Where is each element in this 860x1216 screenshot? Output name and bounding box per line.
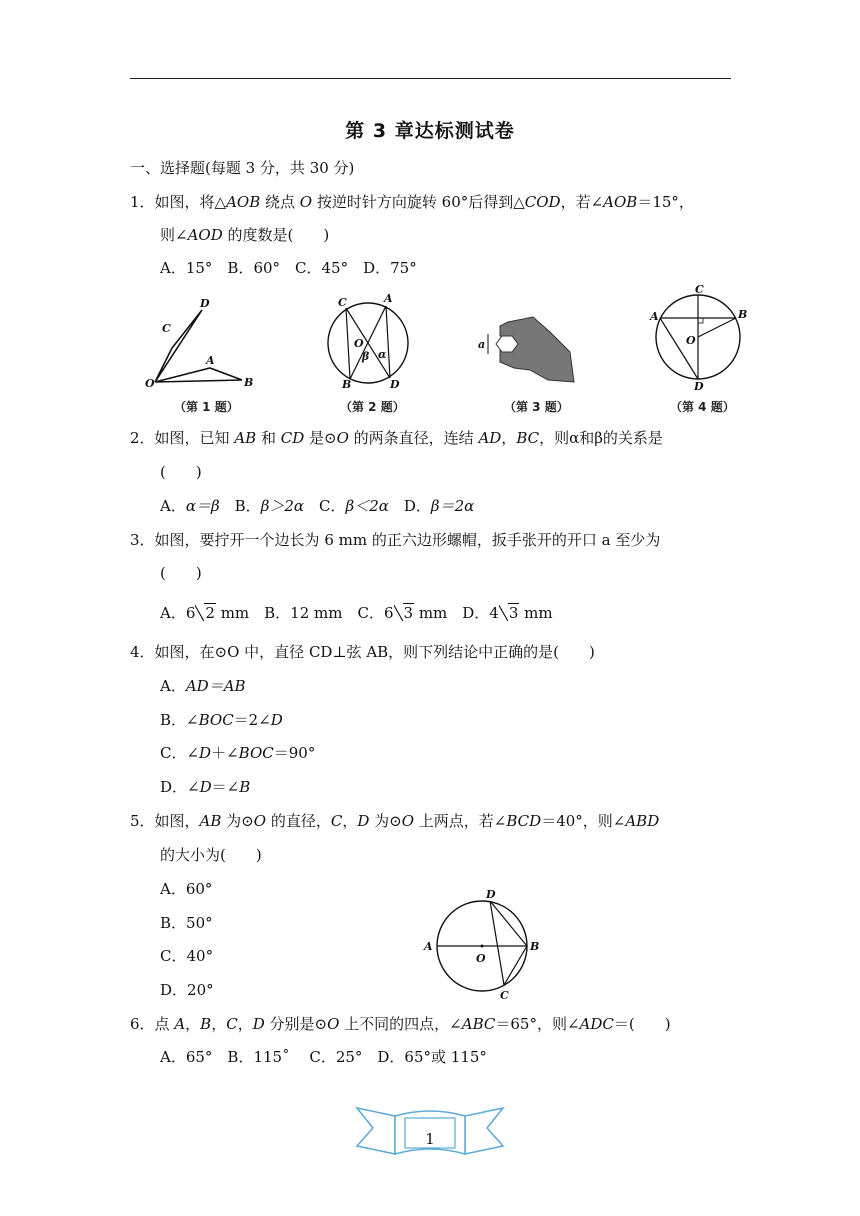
question-5-line-1: 5．如图，AB 为⊙O 的直径，C，D 为⊙O 上两点，若∠BCD＝40°，则∠ABD [130,812,660,830]
question-5-option-a: A．60° [160,880,213,898]
svg-text:O: O [686,334,696,347]
svg-text:B: B [244,376,254,389]
question-2-line-1: 2．如图，已知 AB 和 CD 是⊙O 的两条直径，连结 AD，BC，则α和β的关系是 [130,429,663,447]
figure-1-caption: （第 1 题） [174,400,239,414]
question-5-option-d: D．20° [160,981,214,999]
svg-text:C: C [695,283,704,296]
svg-text:α: α [378,348,387,361]
svg-text:B: B [530,940,540,953]
question-2-options: A．α＝β B．β＞2α C．β＜2α D．β＝2α [160,497,475,515]
question-5-option-c: C．40° [160,947,214,965]
question-1-line-1: 1．如图，将△AOB 绕点 O 按逆时针方向旋转 60°后得到△COD，若∠AOB＝15°， [130,193,694,211]
question-4-option-c: C．∠D＋∠BOC＝90° [160,744,316,762]
question-5-line-2: 的大小为( ) [160,846,262,864]
svg-text:B: B [342,378,352,391]
svg-text:O: O [145,377,155,390]
figure-2-caption: （第 2 题） [340,400,405,414]
figure-4-caption: （第 4 题） [670,400,735,414]
page-title: 第 3 章达标测试卷 [345,120,515,142]
svg-text:O: O [354,337,364,350]
question-1-line-2: 则∠AOD 的度数是( ) [160,226,330,244]
svg-text:D: D [200,297,210,310]
figure-5 [420,884,550,1004]
question-2-line-2: ( ) [160,463,202,481]
svg-text:D: D [694,380,704,392]
figure-1 [140,292,260,392]
svg-text:D: D [486,888,496,901]
svg-text:A: A [384,292,393,305]
page-number: 1 [425,1130,435,1148]
figure-2 [318,290,418,395]
question-5-option-b: B．50° [160,914,213,932]
svg-text:a: a [478,338,486,351]
question-4-option-d: D．∠D＝∠B [160,778,251,796]
svg-text:C: C [500,989,509,1002]
figure-4 [648,282,758,392]
question-3-line-2: ( ) [160,564,202,582]
question-4-option-a: A．AD＝AB [160,677,246,695]
question-4-option-b: B．∠BOC＝2∠D [160,711,283,729]
svg-text:A: A [206,354,215,367]
question-6-options: A．65° B．115˚ C．25° D．65°或 115° [160,1048,487,1066]
svg-text:O: O [476,952,486,965]
question-1-options: A．15° B．60° C．45° D．75° [160,259,417,277]
svg-text:C: C [162,322,171,335]
svg-text:B: B [738,308,748,321]
figure-3-caption: （第 3 题） [504,400,569,414]
header-rule [130,78,731,79]
figure-3 [478,312,578,392]
svg-text:β: β [362,350,370,363]
svg-text:A: A [650,310,659,323]
question-4-line-1: 4．如图，在⊙O 中，直径 CD⊥弦 AB，则下列结论中正确的是( ) [130,643,595,661]
svg-text:A: A [424,940,433,953]
question-6-line-1: 6．点 A，B，C，D 分别是⊙O 上不同的四点，∠ABC＝65°，则∠ADC＝( ) [130,1015,671,1033]
question-3-line-1: 3．如图，要拧开一个边长为 6 mm 的正六边形螺帽，扳手张开的开口 a 至少为 [130,531,661,549]
question-3-options: A．6 2 mm B．12 mm C．6 3 mm D．4 3 mm [160,604,553,622]
svg-text:D: D [390,378,400,391]
section-heading: 一、选择题(每题 3 分，共 30 分) [130,159,355,177]
svg-text:C: C [338,296,347,309]
